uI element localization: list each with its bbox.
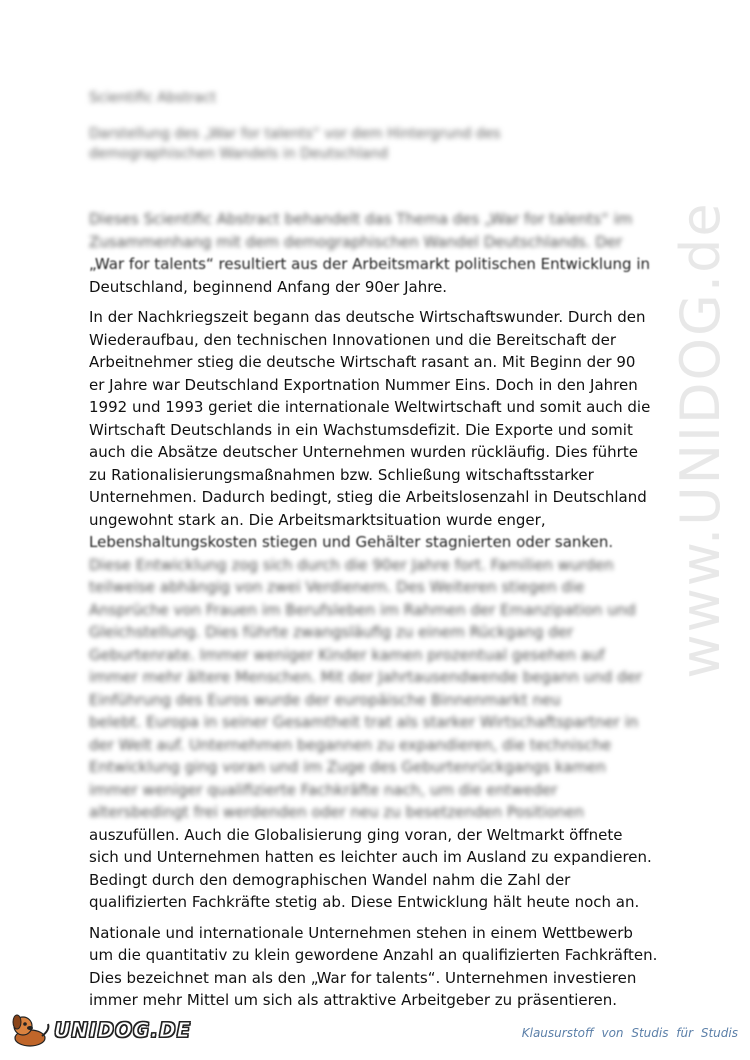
- text-line: Ansprüche von Frauen im Berufsleben im Rahmen der Emanzipation und: [89, 600, 636, 619]
- text-line: Deutschland, beginnend Anfang der 90er Jahre.: [89, 277, 448, 296]
- text-line: belebt. Europa in seiner Gesamtheit trat als starker Wirtschaftspartner in: [89, 713, 639, 731]
- text-line: sich und Unternehmen hatten es leichter auch im Ausland zu expandieren.: [89, 848, 652, 866]
- text-line: Geburtenrate. Immer weniger Kinder kamen prozentual gesehen auf: [89, 645, 605, 664]
- document-type-label: Scientific Abstract: [89, 90, 217, 106]
- text-line: Wiederaufbau, den technischen Innovationen und die Bereitschaft der: [89, 330, 617, 349]
- text-line: altersbedingt frei werdenden oder neu zu besetzenden Positionen: [89, 803, 584, 821]
- unidog-logo[interactable]: [8, 1012, 191, 1048]
- text-line: immer weniger qualifizierte Fachkräfte nach, um die entweder: [89, 780, 558, 799]
- text-line: qualifizierten Fachkräfte stetig ab. Diese Entwicklung hält heute noch an.: [89, 893, 640, 911]
- text-line: auch die Absätze deutscher Unternehmen wurden rückläufig. Dies führte: [89, 443, 638, 461]
- watermark: www.UNIDOG.de: [668, 201, 732, 679]
- text-line: er Jahre war Deutschland Exportnation Nummer Eins. Doch in den Jahren: [89, 375, 638, 394]
- text-line: Lebenshaltungskosten stiegen und Gehälter stagnierten oder sanken.: [89, 533, 614, 551]
- text-line: 1992 und 1993 geriet die internationale Weltwirtschaft und somit auch die: [89, 398, 651, 416]
- text-line: Nationale und internationale Unternehmen stehen in einem Wettbewerb: [89, 923, 633, 942]
- text-line: Arbeitnehmer stieg die deutsche Wirtschaft rasant an. Mit Beginn der 90: [89, 353, 636, 371]
- text-line: Diese Entwicklung zog sich durch die 90er Jahre fort. Familien wurden: [89, 555, 614, 574]
- logo-wordmark: UNIDOG.DE: [54, 1018, 192, 1042]
- paragraph-history: [89, 306, 699, 914]
- text-line: Dies bezeichnet man als den „War for talents“. Unternehmen investieren: [89, 968, 637, 987]
- title-line: demographischen Wandels in Deutschland: [89, 146, 388, 162]
- text-line: Zusammenhang mit dem demographischen Wandel Deutschlands. Der: [89, 232, 623, 251]
- text-line: immer mehr Mittel um sich als attraktive Arbeitgeber zu präsentieren.: [89, 991, 617, 1009]
- paragraph-conclusion: [89, 922, 699, 1012]
- text-line: der Welt auf. Unternehmen begannen zu expandieren, die technische: [89, 735, 612, 754]
- dog-mascot-icon: [8, 1012, 52, 1048]
- text-line: Unternehmen. Dadurch bedingt, stieg die Arbeitslosenzahl in Deutschland: [89, 488, 647, 506]
- text-line: teilweise abhängig von zwei Verdienern. Des Weiteren stiegen die: [89, 578, 585, 596]
- paragraph-intro: [89, 208, 699, 298]
- text-line: Wirtschaft Deutschlands in ein Wachstumsdefizit. Die Exporte und somit: [89, 420, 633, 439]
- text-line: Entwicklung ging voran und im Zuge des Geburtenrückgangs kamen: [89, 758, 606, 776]
- text-line: immer mehr ältere Menschen. Mit der Jahrtausendwende begann und der: [89, 668, 643, 686]
- text-line: Einführung des Euros wurde der europäische Binnenmarkt neu: [89, 690, 561, 709]
- text-line: zu Rationalisierungsmaßnahmen bzw. Schließung witschaftsstarker: [89, 465, 594, 484]
- text-line: Gleichstellung. Dies führte zwangsläufig zu einem Rückgang der: [89, 623, 574, 641]
- text-line: ungewohnt stark an. Die Arbeitsmarktsituation wurde enger,: [89, 510, 546, 529]
- title-line: Darstellung des „War for talents“ vor dem Hintergrund des: [89, 126, 501, 142]
- text-line: um die quantitativ zu klein gewordene Anzahl an qualifizierten Fachkräften.: [89, 946, 658, 964]
- footer-tagline: Klausurstoff von Studis für Studis: [521, 1026, 738, 1040]
- text-line: auszufüllen. Auch die Globalisierung ging voran, der Weltmarkt öffnete: [89, 825, 623, 844]
- text-line: Dieses Scientific Abstract behandelt das Thema des „War for talents“ im: [89, 210, 633, 228]
- document-title: [89, 124, 609, 164]
- text-line: „War for talents“ resultiert aus der Arbeitsmarkt politischen Entwicklung in: [89, 255, 651, 273]
- text-line: In der Nachkriegszeit begann das deutsche Wirtschaftswunder. Durch den: [89, 308, 646, 326]
- text-line: Bedingt durch den demographischen Wandel nahm die Zahl der: [89, 870, 571, 889]
- document-body: [89, 208, 699, 1012]
